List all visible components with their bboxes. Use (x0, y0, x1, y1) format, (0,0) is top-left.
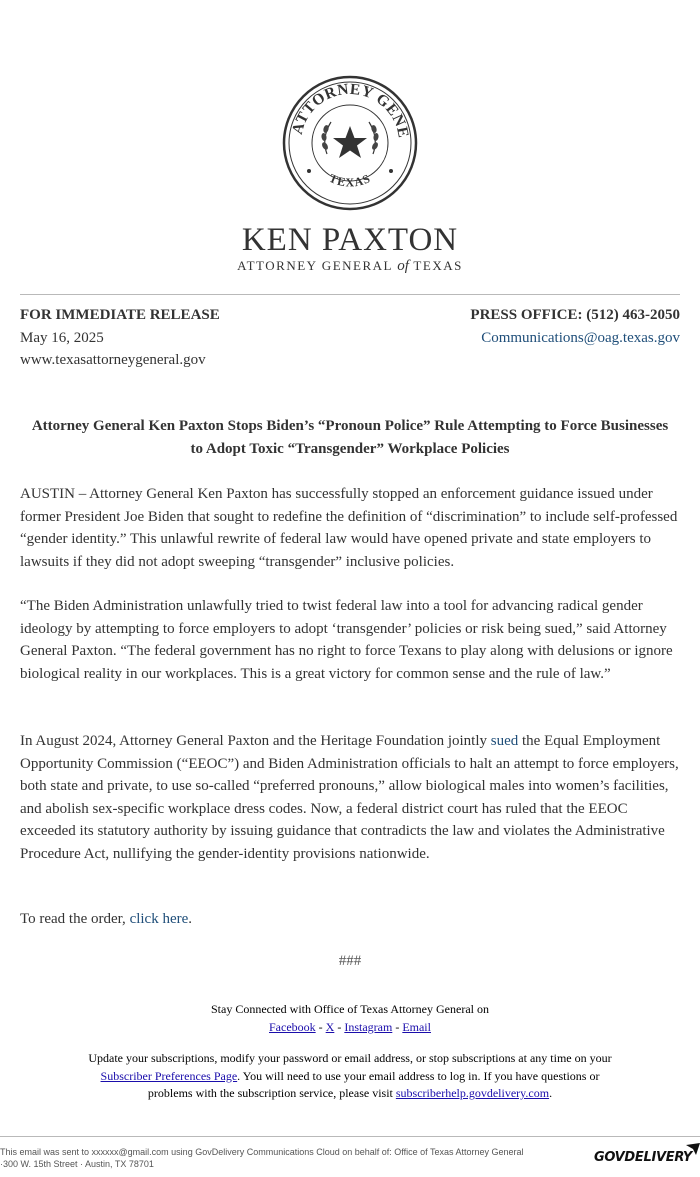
govdelivery-logo[interactable]: GOVDELIVERY (594, 1150, 692, 1165)
press-email-link[interactable]: Communications@oag.texas.gov (481, 329, 680, 346)
social-footer (0, 1001, 700, 1036)
body-paragraph-1: AUSTIN – Attorney General Ken Paxton has successfully stopped an enforcement guidance issued under former President Joe Biden that sought to redefine the definition of “discrimination” to include self-professed “gender identity.” This unlawful rewrite of federal law would have opened private and state employers to lawsuits if they did not adopt sweeping “transgender” inclusive policies. (20, 486, 678, 570)
p4-text-before: To read the order, (20, 911, 130, 927)
svg-text:TEXAS: TEXAS (327, 170, 373, 190)
delivery-notice (0, 1146, 524, 1170)
body-paragraph-4 (20, 908, 682, 931)
press-office-phone: PRESS OFFICE: (512) 463-2050 (470, 307, 680, 323)
sent-to-line: This email was sent to xxxxxx@gmail.com using GovDelivery Communications Cloud on behalf of: Office of Texas Attorney General (0, 1147, 524, 1157)
address-line: ·300 W. 15th Street · Austin, TX 78701 (0, 1159, 154, 1169)
facebook-link[interactable]: Facebook (269, 1019, 316, 1034)
ag-subtitle-of: of (397, 258, 409, 274)
svg-text:THE ATTORNEY GENERAL: ATTORNEY GENE (288, 80, 412, 140)
press-office-meta (470, 304, 680, 349)
press-release-headline: Attorney General Ken Paxton Stops Biden’s “Pronoun Police” Rule Attempting to Force Businesses to Adopt Toxic “Transgender” Workplace Policies (31, 418, 669, 457)
attorney-general-seal (281, 74, 419, 212)
release-date: May 16, 2025 (20, 329, 104, 346)
release-label: FOR IMMEDIATE RELEASE (20, 307, 220, 323)
social-separator: - (315, 1019, 326, 1034)
update-line-3 (0, 1085, 700, 1103)
instagram-link[interactable]: Instagram (344, 1019, 393, 1034)
release-meta (20, 304, 220, 372)
ag-name: KEN PAXTON (241, 222, 459, 258)
social-separator: - (334, 1019, 345, 1034)
stay-connected-text: Stay Connected with Office of Texas Attorney General on (211, 1002, 489, 1016)
top-divider (20, 294, 680, 295)
p3-text-before: In August 2024, Attorney General Paxton and the Heritage Foundation jointly (20, 733, 491, 749)
p4-text-after: . (188, 911, 193, 927)
x-link[interactable]: X (325, 1019, 335, 1034)
click-here-link[interactable]: click here (129, 911, 189, 927)
social-separator: - (392, 1019, 403, 1034)
email-link[interactable]: Email (402, 1019, 431, 1034)
update-line-2-text: . You will need to use your email address to log in. If you have questions or (237, 1068, 600, 1083)
body-paragraph-3 (20, 730, 682, 865)
update-line-3-end: . (549, 1086, 553, 1100)
sued-link[interactable]: sued (490, 733, 519, 749)
website-text: www.texasattorneygeneral.gov (20, 352, 206, 368)
seal-graphic (281, 74, 419, 212)
update-line-1: Update your subscriptions, modify your password or email address, or stop subscriptions at any time on your (88, 1051, 612, 1065)
body-paragraph-2: “The Biden Administration unlawfully tried to twist federal law into a tool for advancing radical gender ideology by attempting to force employers to adopt ‘transgender’ policies or risk being sued,” said Attorney General Paxton. “The federal government has no right to force Texans to play along with delusions or ignore biological reality in our workplaces. This is a great victory for common sense and the rule of law.” (20, 598, 673, 682)
update-line-2 (0, 1068, 700, 1086)
p3-text-after: the Equal Employment Opportunity Commission (“EEOC”) and Biden Administration officials to halt an attempt to force employers, both state and private, to use so-called “preferred pronouns,” allow biological males into women’s facilities, and abolish sex-specific workplace dress codes. Now, a federal district court has ruled that the EEOC exceeded its statutory authority by issuing guidance that contradicts the law and violates the Administrative Procedure Act, nullifying the gender-identity provisions nationwide. (20, 733, 679, 862)
ag-subtitle (0, 258, 700, 275)
ag-subtitle-part1: ATTORNEY GENERAL (237, 258, 398, 273)
social-links (0, 1019, 700, 1037)
update-line-3-text: problems with the subscription service, please visit (147, 1086, 396, 1100)
subscription-footer (0, 1050, 700, 1103)
bottom-divider (0, 1136, 700, 1137)
subscriber-help-link[interactable]: subscriberhelp.govdelivery.com (395, 1086, 550, 1100)
end-marker: ### (338, 953, 362, 969)
ag-subtitle-part2: TEXAS (408, 258, 463, 273)
subscriber-preferences-link[interactable]: Subscriber Preferences Page (100, 1068, 238, 1083)
